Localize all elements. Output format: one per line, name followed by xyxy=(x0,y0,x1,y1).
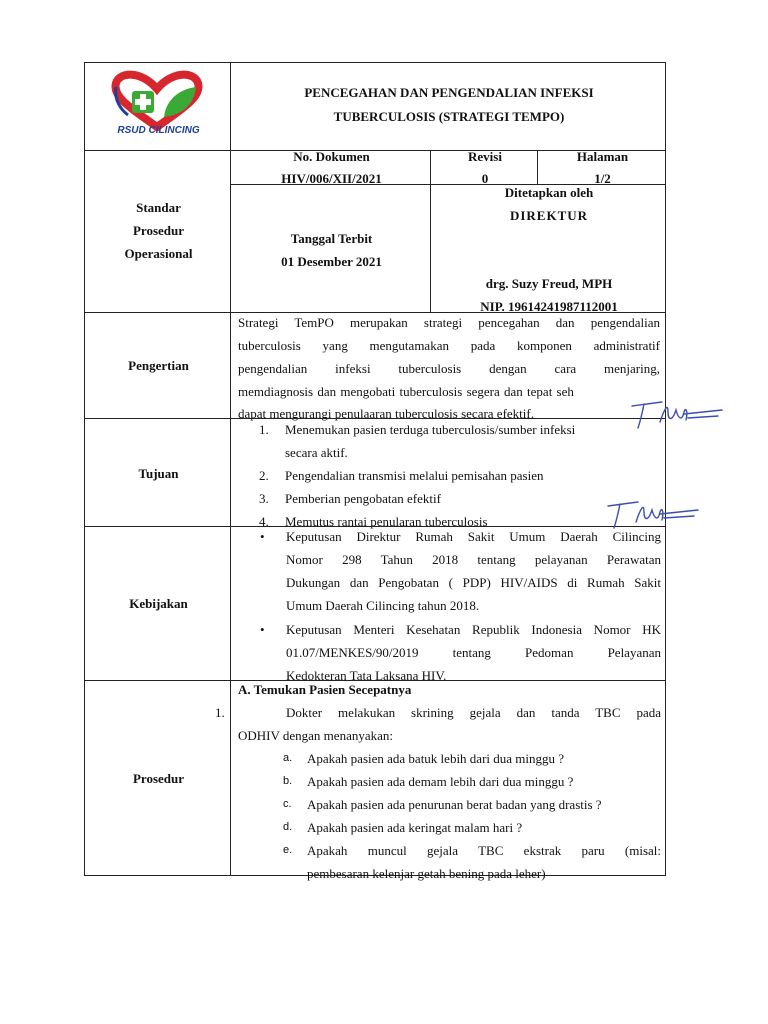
tujuan-item-number: 4. xyxy=(259,514,269,529)
prosedur-item-text: Apakah pasien ada penurunan berat badan yang drastis ? xyxy=(307,797,602,812)
no-dokumen-label: No. Dokumen xyxy=(293,149,370,164)
kebijakan-line: Keputusan Menteri Kesehatan Republik Indonesia Nomor HK xyxy=(286,622,661,637)
tujuan-item-text: Menemukan pasien terduga tuberculosis/sumber infeksi xyxy=(285,422,576,437)
tanggal-terbit-label: Tanggal Terbit xyxy=(290,231,373,246)
prosedur-item-text: Apakah pasien ada keringat malam hari ? xyxy=(307,820,523,835)
sop-cell xyxy=(84,150,231,313)
title-line-1: PENCEGAHAN DAN PENGENDALIAN INFEKSI xyxy=(304,85,594,100)
tanggal-terbit-value: 01 Desember 2021 xyxy=(281,254,382,269)
title-cell xyxy=(230,62,666,151)
ditetapkan-role: DIREKTUR xyxy=(509,208,589,223)
ditetapkan-cell xyxy=(430,184,666,313)
tujuan-item-number: 3. xyxy=(259,491,269,506)
sop-line-2: Prosedur xyxy=(132,223,185,238)
kebijakan-content-cell xyxy=(230,526,666,681)
revisi-cell xyxy=(430,150,538,185)
tanggal-terbit-cell xyxy=(230,184,431,313)
kebijakan-line: 01.07/MENKES/90/2019 tentang Pedoman Pelayanan xyxy=(286,645,661,660)
pengertian-line: pengendalian infeksi tuberculosis dengan cara menjaring, xyxy=(238,361,660,376)
prosedur-content-cell xyxy=(230,680,666,881)
tujuan-item-text: secara aktif. xyxy=(285,445,348,460)
prosedur-item-letter: c. xyxy=(283,798,292,810)
prosedur-item-letter: a. xyxy=(283,752,293,764)
tujuan-item-number: 2. xyxy=(259,468,269,483)
kebijakan-line: Keputusan Direktur Rumah Sakit Umum Daerah Cilincing xyxy=(286,529,661,544)
kebijakan-label: Kebijakan xyxy=(129,596,188,611)
director-name: drg. Suzy Freud, MPH xyxy=(485,276,613,291)
revisi-label: Revisi xyxy=(468,149,502,164)
pengertian-label-cell xyxy=(84,312,231,419)
tujuan-label-cell xyxy=(84,418,231,527)
halaman-cell xyxy=(537,150,666,185)
prosedur-heading: A. Temukan Pasien Secepatnya xyxy=(238,682,412,697)
prosedur-item-text: Apakah pasien ada batuk lebih dari dua minggu ? xyxy=(307,751,565,766)
title-line-2: TUBERCULOSIS (STRATEGI TEMPO) xyxy=(333,109,565,124)
sop-line-3: Operasional xyxy=(124,246,193,261)
halaman-value: 1/2 xyxy=(594,171,611,186)
tujuan-item-number: 1. xyxy=(259,422,269,437)
kebijakan-line: Nomor 298 Tahun 2018 tentang pelayanan Perawatan xyxy=(286,552,661,567)
ditetapkan-label: Ditetapkan oleh xyxy=(504,185,594,200)
logo-text: RSUD CILINCING xyxy=(117,125,200,136)
signature-paraf-1 xyxy=(622,392,732,436)
no-dokumen-value: HIV/006/XII/2021 xyxy=(281,171,382,186)
sop-document xyxy=(84,62,666,881)
signature-paraf-2 xyxy=(600,494,710,538)
halaman-label: Halaman xyxy=(576,149,629,164)
kebijakan-line: Dukungan dan Pengobatan ( PDP) HIV/AIDS di Rumah Sakit xyxy=(286,575,661,590)
prosedur-intro-line: ODHIV dengan menanyakan: xyxy=(238,728,393,743)
prosedur-item-text: pembesaran kelenjar getah bening pada leher) xyxy=(307,866,546,881)
pengertian-line: tuberculosis yang mengutamakan pada komponen administratif xyxy=(238,338,660,353)
tujuan-item-text: Memutus rantai penularan tuberculosis xyxy=(285,514,488,529)
kebijakan-line: Kedokteran Tata Laksana HIV. xyxy=(286,668,447,683)
pengertian-line: Strategi TemPO merupakan strategi pencegahan dan pengendalian xyxy=(238,315,660,330)
prosedur-step-number: 1. xyxy=(215,705,225,720)
tujuan-label: Tujuan xyxy=(138,466,179,481)
sop-line-1: Standar xyxy=(136,200,181,215)
tujuan-item-text: Pemberian pengobatan efektif xyxy=(285,491,441,506)
prosedur-item-letter: b. xyxy=(283,775,293,787)
bullet-icon: • xyxy=(260,622,265,637)
prosedur-item-letter: e. xyxy=(283,844,293,856)
prosedur-label: Prosedur xyxy=(132,771,185,786)
pengertian-label: Pengertian xyxy=(128,358,189,373)
no-dokumen-cell xyxy=(230,150,431,185)
kebijakan-label-cell xyxy=(84,526,231,681)
logo-cell xyxy=(84,62,231,151)
bullet-icon: • xyxy=(260,529,265,544)
prosedur-label-cell xyxy=(84,680,231,876)
prosedur-item-text: Apakah muncul gejala TBC ekstrak paru (misal: xyxy=(307,843,661,858)
prosedur-item-letter: d. xyxy=(283,821,293,833)
prosedur-intro-line: Dokter melakukan skrining gejala dan tanda TBC pada xyxy=(286,705,661,720)
kebijakan-line: Umum Daerah Cilincing tahun 2018. xyxy=(286,598,480,613)
prosedur-item-text: Apakah pasien ada demam lebih dari dua minggu ? xyxy=(307,774,574,789)
pengertian-line: dapat mengurangi penulaaran tuberculosis secara efektif. xyxy=(238,406,534,421)
revisi-value: 0 xyxy=(481,171,489,186)
director-nip: NIP. 19614241987112001 xyxy=(480,299,618,314)
pengertian-line: memdiagnosis dan mengobati tuberculosis segera dan tepat seh xyxy=(238,384,574,399)
pengertian-content-cell xyxy=(230,312,666,419)
tujuan-item-text: Pengendalian transmisi melalui pemisahan pasien xyxy=(285,468,544,483)
